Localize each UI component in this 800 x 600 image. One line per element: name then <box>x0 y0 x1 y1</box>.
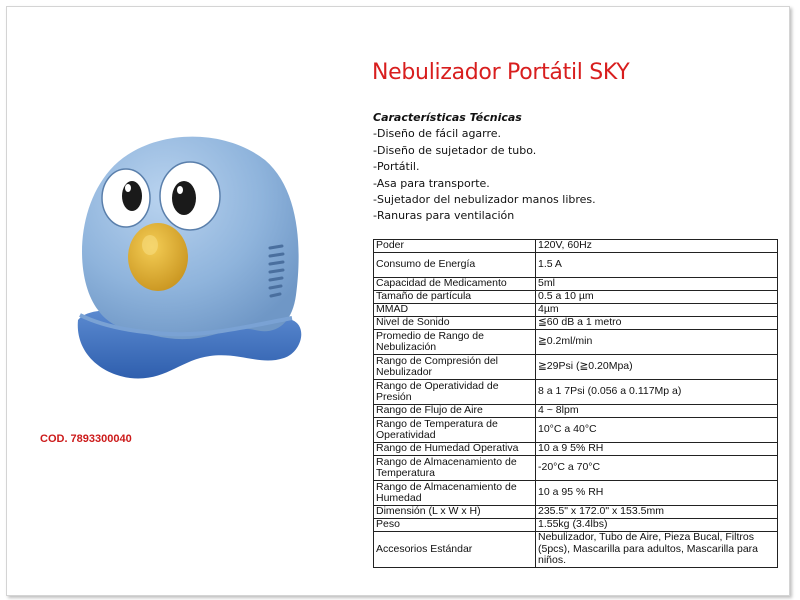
nebulizer-illustration <box>70 120 310 390</box>
spec-label: Rango de Humedad Operativa <box>374 443 536 456</box>
spec-label: Tamaño de partícula <box>374 291 536 304</box>
features-heading: Características Técnicas <box>373 111 522 124</box>
spec-label: Rango de Flujo de Aire <box>374 405 536 418</box>
spec-value: ≧0.2ml/min <box>536 330 778 355</box>
spec-label: Peso <box>374 519 536 532</box>
spec-row <box>374 240 778 253</box>
spec-value: 10 a 95 % RH <box>536 481 778 506</box>
spec-value: 10°C a 40°C <box>536 418 778 443</box>
spec-row <box>374 380 778 405</box>
spec-row <box>374 253 778 278</box>
spec-row <box>374 506 778 519</box>
spec-value: 0.5 a 10 µm <box>536 291 778 304</box>
spec-row <box>374 405 778 418</box>
spec-value: 4µm <box>536 304 778 317</box>
feature-item: -Portátil. <box>373 160 420 174</box>
feature-item: -Ranuras para ventilación <box>373 209 515 223</box>
spec-row <box>374 418 778 443</box>
spec-label: Rango de Operatividad de Presión <box>374 380 536 405</box>
spec-value: 4 ~ 8lpm <box>536 405 778 418</box>
feature-item: -Asa para transporte. <box>373 176 490 190</box>
spec-label: Rango de Almacenamiento de Humedad <box>374 481 536 506</box>
spec-row <box>374 278 778 291</box>
spec-value: ≦60 dB a 1 metro <box>536 317 778 330</box>
spec-label: Promedio de Rango de Nebulización <box>374 330 536 355</box>
spec-row <box>374 456 778 481</box>
spec-value: -20°C a 70°C <box>536 456 778 481</box>
spec-value: 8 a 1 7Psi (0.056 a 0.117Mp a) <box>536 380 778 405</box>
spec-row <box>374 330 778 355</box>
feature-item: -Sujetador del nebulizador manos libres. <box>373 193 596 207</box>
spec-row <box>374 443 778 456</box>
spec-row <box>374 481 778 506</box>
spec-value: 5ml <box>536 278 778 291</box>
spec-row <box>374 291 778 304</box>
spec-row <box>374 355 778 380</box>
spec-label: Rango de Temperatura de Operatividad <box>374 418 536 443</box>
spec-value: 1.5 A <box>536 253 778 278</box>
spec-value: Nebulizador, Tubo de Aire, Pieza Bucal, Filtros (5pcs), Mascarilla para adultos, Mascarilla para niños. <box>536 532 778 568</box>
product-image <box>70 120 310 390</box>
spec-label: Dimensión (L x W x H) <box>374 506 536 519</box>
spec-label: Capacidad de Medicamento <box>374 278 536 291</box>
spec-row <box>374 317 778 330</box>
spec-row <box>374 304 778 317</box>
spec-label: Consumo de Energía <box>374 253 536 278</box>
specs-table <box>373 239 778 568</box>
spec-label: Nivel de Sonido <box>374 317 536 330</box>
spec-row <box>374 532 778 568</box>
spec-value: 10 a 9 5% RH <box>536 443 778 456</box>
spec-value: 1.55kg (3.4lbs) <box>536 519 778 532</box>
spec-value: 235.5" x 172.0" x 153.5mm <box>536 506 778 519</box>
product-code: COD. 7893300040 <box>40 433 132 445</box>
spec-value: 120V, 60Hz <box>536 240 778 253</box>
features-list <box>373 110 773 225</box>
specs-table-body <box>374 240 778 568</box>
spec-label: Accesorios Estándar <box>374 532 536 568</box>
feature-item: -Diseño de sujetador de tubo. <box>373 143 537 157</box>
spec-label: MMAD <box>374 304 536 317</box>
spec-label: Rango de Almacenamiento de Temperatura <box>374 456 536 481</box>
spec-label: Rango de Compresión del Nebulizador <box>374 355 536 380</box>
feature-item: -Diseño de fácil agarre. <box>373 127 502 141</box>
spec-label: Poder <box>374 240 536 253</box>
spec-row <box>374 519 778 532</box>
spec-value: ≧29Psi (≧0.20Mpa) <box>536 355 778 380</box>
page-title: Nebulizador Portátil SKY <box>372 60 630 85</box>
